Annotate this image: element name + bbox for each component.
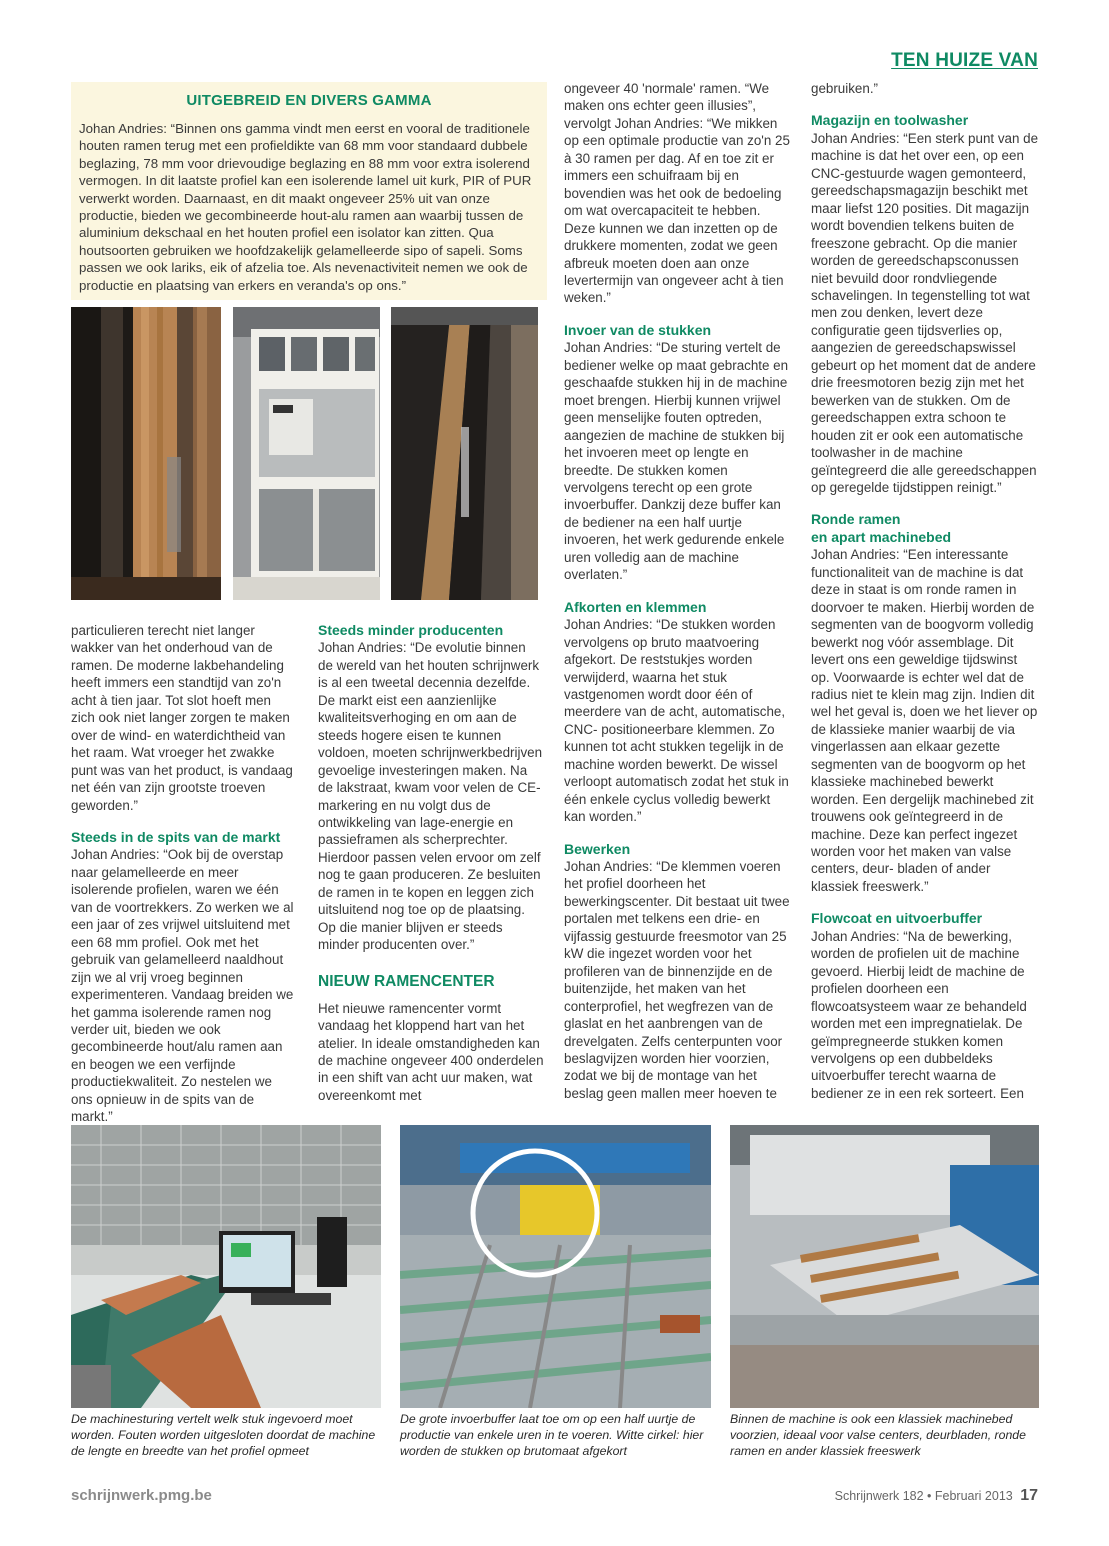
col4-heading-ronde-ramen: Ronde ramen bbox=[811, 511, 901, 528]
column-1 bbox=[71, 622, 297, 1126]
col4-paragraph-0: gebruiken.” bbox=[811, 81, 878, 96]
machine-control-photo bbox=[71, 1125, 381, 1408]
page-number: 17 bbox=[1020, 1487, 1038, 1504]
column-4 bbox=[811, 80, 1039, 1102]
col1-paragraph-2: Johan Andries: “Ook bij de overstap naar gelamelleerde en meer isolerende profielen, waren we één van de voortrekkers. Zo werken we al een jaar of zes vrijwel uitsluitend met een 68 mm profiel. Ook met het gebruik van gelamelleerd naaldhout zijn we al vrij vroeg beginnen experimenteren. Vandaag breiden we het gamma isolerende ramen nog verder uit, bieden we ook gecombineerde hout/alu ramen aan en beogen we een verfijnde productiekwaliteit. Zo nestelen we ons opnieuw in de spits van de markt.” bbox=[71, 847, 294, 1125]
sidebar-box bbox=[71, 82, 547, 300]
caption-machine-control: De machinesturing vertelt welk stuk ingevoerd moet worden. Fouten worden uitgesloten doordat de machine de lengte en breedte van het profiel opmeet bbox=[71, 1412, 376, 1458]
col2-paragraph-2: Het nieuwe ramencenter vormt vandaag het kloppend hart van het atelier. In ideale omstandigheden kan de machine ongeveer 400 onderdelen in een shift van acht uur maken, wat overeenkomt met bbox=[318, 1000, 544, 1103]
sidebar-title: UITGEBREID EN DIVERS GAMMA bbox=[186, 92, 432, 109]
caption-machine-bed: Binnen de machine is ook een klassiek machinebed voorzien, ideaal voor valse centers, deurbladen, ronde ramen en ander klassiek freeswerk bbox=[730, 1412, 1026, 1458]
input-buffer-photo bbox=[400, 1125, 711, 1408]
col2-heading-producers: Steeds minder producenten bbox=[318, 622, 504, 638]
col4-paragraph-1: Johan Andries: “Een sterk punt van de machine is dat het over een, op een CNC-gestuurde wagen gemonteerd, gereedschapsmagazijn beschikt met maar liefst 120 posities. Dit magazijn wordt bovendien telkens buiten de freeszone gebracht. Op die manier worden de gereedschapsconussen niet bevuild door rondvliegende schavelingen. In tegenstelling tot wat men zou denken, levert deze configuratie geen tijdsverlies op, aangezien de gereedschapswissel gebeurt op het moment dat de andere drie freesmotoren bezig zijn met het bewerken van de stukken. Om de gereedschappen extra schoon te houden zit er ook een automatische toolwasher in de machine geïntegreerd die alle gereedschappen op geregelde tijdstippen reinigt.” bbox=[811, 130, 1039, 495]
col3-paragraph-1: Johan Andries: “De sturing vertelt de bediener welke op maat gebrachte en geschaafde stukken hij in de machine moet brengen. Hierbij kunnen vrijwel geen menselijke fouten optreden, aangezien de machine de stukken bij het invoeren meet op lengte en breedte. De stukken komen vervolgens terecht op een grote invoerbuffer. Dankzij deze buffer kan de bediener na een half uurtje invoeren, het werk gedurende enkele uren volledig aan de machine overlaten.” bbox=[564, 340, 789, 583]
col3-paragraph-2: Johan Andries: “De stukken worden vervolgens op bruto maatvoering afgekort. De reststukjes worden verwijderd, waarna het stuk vastgenomen wordt door één of meerdere van de acht, automatische, CNC- positioneerbare klemmen. Zo kunnen tot acht stukken tegelijk in de machine worden bewerkt. De wissel verloopt automatisch zodat het stuk in één enkele cyclus volledig bewerkt kan worden.” bbox=[564, 617, 789, 825]
col3-heading-bewerken: Bewerken bbox=[564, 840, 631, 857]
sidebar-body: Johan Andries: “Binnen ons gamma vindt men eerst en vooral de traditionele houten ramen terug met een profieldikte van 68 mm voor standaard dubbele beglazing, 78 mm voor drievoudige beglazing en 88 mm voor extra isolerend vermogen. In dit laatste profiel kan een isolerende lamel uit kurk, PIR of PUR verwerkt worden. Daarnaast, en dit maakt ongeveer 25% uit van onze productie, bieden we gecombineerde hout-alu ramen aan waarbij tussen de aluminium dekschaal en het houten profiel een isolator kan zitten. Qua houtsoorten gebruiken we hoofdzakelijk gelamelleerde sipo of sapeli. Soms passen we ook lariks, eik of afzelia toe. Als nevenactiviteit nemen we ook de productie en plaatsing van erkers en veranda's op ons.” bbox=[79, 121, 532, 293]
col2-paragraph-1: Johan Andries: “De evolutie binnen de wereld van het houten schrijnwerk is al een tweetal decennia dezelfde. De markt eist een aanzienlijke kwaliteitsverhoging en om aan de steeds hogere eisen te kunnen voldoen, moeten schrijnwerkbedrijven gevoelige investeringen maken. Na de lakstraat, kwam voor velen de CE-markering en nu volgt dus de ontwikkeling van lage-energie en passieframen als scherprechter. Hierdoor passen velen ervoor om zelf nog te gaan produceren. Ze besluiten de ramen in te kopen en leggen zich uitsluitend nog toe op de plaatsing. Op die manier blijven er steeds minder producenten over.” bbox=[318, 640, 543, 953]
caption-input-buffer: De grote invoerbuffer laat toe om op een half uurtje de productie van enkele uren in te voeren. Witte cirkel: hier worden de stukken op brutomaat afgekort bbox=[400, 1412, 704, 1458]
window-profile-photo bbox=[71, 307, 221, 600]
website-link[interactable]: schrijnwerk.pmg.be bbox=[71, 1487, 212, 1504]
section-header: TEN HUIZE VAN bbox=[891, 50, 1038, 71]
col2-heading-ramencenter: NIEUW RAMENCENTER bbox=[318, 972, 495, 990]
col3-heading-invoer: Invoer van de stukken bbox=[564, 321, 712, 338]
col4-paragraph-2: Johan Andries: “Een interessante functionaliteit van de machine is dat deze in staat is om ronde ramen in doorvoer te maken. Hierbij worden de segmenten van de boogvorm volledig bewerkt nog vóór assemblage. Dit levert ons een geweldige tijdswinst op. Voorwaarde is echter wel dat de radius niet te klein mag zijn. Indien dit wel het geval is, doen we het liever op de klassieke manier waarbij de via vingerlassen aan elkaar gezette segmenten van de boogvorm op het klassieke machinebed bewerkt worden. Een dergelijk machinebed zit trouwens ook geïntegreerd in de machine. Deze kan perfect ingezet worden voor het maken van valse centers, deur- bladen of ander klassiek freeswerk.” bbox=[811, 547, 1038, 894]
col3-heading-afkorten: Afkorten en klemmen bbox=[564, 598, 707, 615]
col4-paragraph-3: Johan Andries: “Na de bewerking, worden de profielen uit de machine gevoerd. Hierbij leidt de machine de profielen doorheen een flowcoatsysteem waar ze behandeld worden met een impregnatielak. De geïmpregneerde stukken komen vervolgens op een dubbeldeks uitvoerbuffer terecht waarna de bediener ze in een rek sorteert. Een bbox=[811, 928, 1027, 1101]
machine-bed-photo bbox=[730, 1125, 1039, 1408]
col4-heading-flowcoat: Flowcoat en uitvoerbuffer bbox=[811, 910, 983, 927]
white-window-photo bbox=[233, 307, 380, 600]
col1-paragraph-1: particulieren terecht niet langer wakker van het onderhoud van de ramen. De moderne lakbehandeling heeft immers een standtijd van zo'n acht à tien jaar. Tot slot hoeft men zich ook niet langer zorgen te maken over de wind- en waterdichtheid van het raam. Wat vroeger het zwakke punt was van het product, is vandaag net één van zijn grootste troeven geworden.” bbox=[71, 623, 293, 813]
dark-window-frame-photo bbox=[391, 307, 538, 600]
column-3 bbox=[564, 80, 790, 1102]
col4-heading-magazijn: Magazijn en toolwasher bbox=[811, 112, 969, 129]
issue-label: Schrijnwerk 182 • Februari 2013 bbox=[834, 1489, 1013, 1503]
col3-paragraph-3: Johan Andries: “De klemmen voeren het profiel doorheen het bewerkingscenter. Dit bestaat uit twee portalen met telkens een drie- en vijfassig gestuurde freesmotor van 25 kW die ingezet worden voor het profileren van de binnenzijde en de buitenzijde, het maken van het conterprofiel, het wegfrezen van de glaslat en het aanbrengen van de drevelgaten. Zelfs centerpunten voor beslagvijzen worden hier voorzien, zodat we bij de montage van het beslag geen mallen meer hoeven te bbox=[564, 859, 790, 1101]
col4-heading-machinebed: en apart machinebed bbox=[811, 528, 952, 545]
col1-heading-market: Steeds in de spits van de markt bbox=[71, 828, 281, 845]
footer-issue bbox=[835, 1487, 1038, 1505]
col3-paragraph-0: ongeveer 40 'normale' ramen. “We maken ons echter geen illusies”, vervolgt Johan Andries: “We mikken op een optimale productie van zo'n 25 à 30 ramen per dag. Af en toe zit er immers een schuifraam bij en bovendien was het ook de bedoeling om wat overcapaciteit te hebben. Deze kunnen we dan inzetten op de drukkere momenten, zodat we geen afbreuk moeten doen aan onze levertermijn van ongeveer acht à tien weken.” bbox=[564, 81, 790, 306]
column-2 bbox=[318, 622, 544, 1104]
